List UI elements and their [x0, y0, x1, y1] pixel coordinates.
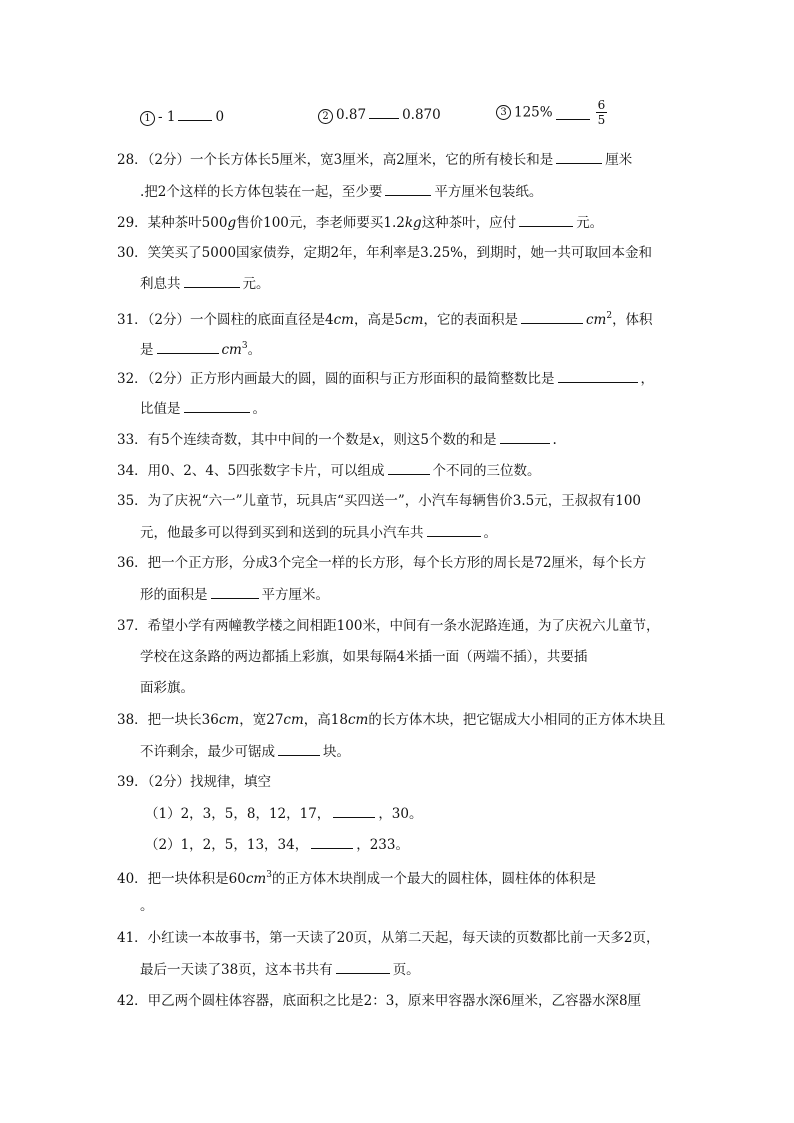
q33-line1: 33．有5个连续奇数，其中中间的一个数是x，则这5个数的和是 . — [117, 429, 557, 450]
q27-item3: 3 125% $\frac{6}{5}$ — [496, 98, 607, 127]
fraction: $\frac{6}{5}$ — [597, 98, 606, 127]
answer-blank[interactable] — [558, 368, 638, 383]
q37-line2: 学校在这条路的两边都插上彩旗，如果每隔4米插一面（两端不插），共要插 — [140, 649, 588, 665]
answer-blank[interactable] — [556, 149, 602, 164]
q38-line1: 38．把一块长36cm，宽27cm，高18cm的长方体木块，把它锯成大小相同的正方体木块且 — [117, 712, 666, 728]
circle-2-icon: 2 — [318, 109, 333, 124]
answer-blank[interactable] — [211, 584, 259, 599]
q41-line1: 41．小红读一本故事书，第一天读了20页，从第二天起，每天读的页数都比前一天多2页， — [117, 930, 660, 946]
answer-blank[interactable] — [184, 398, 250, 413]
answer-blank[interactable] — [385, 181, 431, 196]
q31-line2: 是 $cm^3$。 — [140, 341, 262, 358]
q36-line1: 36．把一个正方形，分成3个完全一样的长方形，每个长方形的周长是72厘米，每个长方 — [117, 555, 646, 571]
q34-line1: 34．用0、2、4、5四张数字卡片，可以组成 个不同的三位数。 — [117, 460, 541, 481]
q30-line2: 利息共 元。 — [140, 273, 270, 294]
answer-blank[interactable] — [178, 106, 212, 121]
answer-blank[interactable] — [278, 741, 320, 756]
answer-blank[interactable] — [311, 834, 353, 849]
q29-line1: 29．某种茶叶500g售价100元，李老师要买1.2kg这种茶叶，应付 元。 — [117, 212, 603, 233]
answer-blank[interactable] — [427, 522, 481, 537]
q35-line1: 35．为了庆祝“六一”儿童节，玩具店“买四送一”，小汽车每辆售价3.5元，王叔叔有100 — [117, 493, 642, 509]
q32-line2: 比值是 。 — [140, 398, 266, 419]
circle-1-icon: 1 — [140, 111, 155, 126]
q28-line2: .把2个这样的长方体包装在一起，至少要 平方厘米包装纸。 — [140, 181, 542, 202]
q37-line3: 面彩旗。 — [140, 680, 194, 696]
answer-blank[interactable] — [369, 104, 399, 119]
circle-3-icon: 3 — [496, 105, 511, 120]
q41-line2: 最后一天读了38页，这本书共有 页。 — [140, 959, 420, 980]
q39-sub2: （2）1，2，5，13，34， ，233。 — [145, 834, 409, 855]
q28-line1: 28．（2分）一个长方体长5厘米，宽3厘米，高2厘米，它的所有棱长和是 厘米 — [117, 149, 632, 170]
q32-line1: 32．（2分）正方形内画最大的圆，圆的面积与正方形面积的最简整数比是 ， — [117, 368, 654, 389]
answer-blank[interactable] — [519, 212, 573, 227]
q38-line2: 不许剩余，最少可锯成 块。 — [140, 741, 350, 762]
q40-line1: 40．把一块体积是$60cm^3$的正方体木块削成一个最大的圆柱体，圆柱体的体积是 — [117, 870, 596, 887]
answer-blank[interactable] — [336, 959, 390, 974]
answer-blank[interactable] — [157, 339, 219, 354]
answer-blank[interactable] — [184, 273, 240, 288]
q31-line1: 31．（2分）一个圆柱的底面直径是4cm，高是5cm，它的表面积是 $cm^2$，体积 — [117, 311, 653, 328]
answer-blank[interactable] — [521, 309, 583, 324]
answer-blank[interactable] — [500, 429, 550, 444]
q42-line1: 42．甲乙两个圆柱体容器，底面积之比是2：3，原来甲容器水深6厘米，乙容器水深8厘 — [117, 993, 642, 1009]
q39-title: 39．（2分）找规律，填空 — [117, 774, 272, 790]
q30-line1: 30．笑笑买了5000国家债券，定期2年，年利率是3.25%，到期时，她一共可取回本金和 — [117, 245, 653, 261]
q40-line2: 。 — [140, 898, 154, 914]
q27-item2: 2 0.87 0.870 — [318, 104, 441, 125]
q35-line2: 元，他最多可以得到买到和送到的玩具小汽车共 。 — [140, 522, 497, 543]
answer-blank[interactable] — [388, 460, 430, 475]
answer-blank[interactable] — [556, 105, 590, 120]
answer-blank[interactable] — [333, 803, 375, 818]
q39-sub1: （1）2，3，5，8，12，17， ，30。 — [145, 803, 423, 824]
q37-line1: 37．希望小学有两幢教学楼之间相距100米，中间有一条水泥路连通，为了庆祝六儿童节， — [117, 618, 660, 634]
q27-item1: 1 - 1 0 — [140, 106, 224, 127]
q36-line2: 形的面积是 平方厘米。 — [140, 584, 329, 605]
